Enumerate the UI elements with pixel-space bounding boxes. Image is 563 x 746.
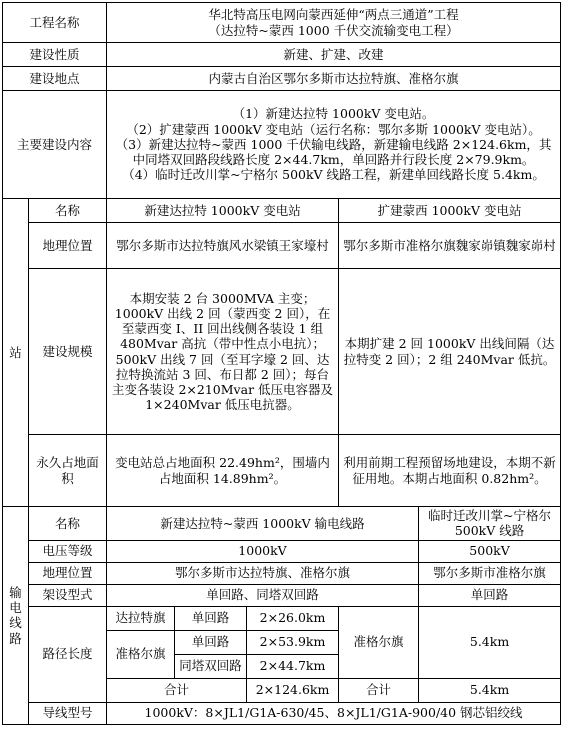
- route-a-total-len: 2×124.6km: [247, 678, 339, 702]
- route-b-len: 5.4km: [419, 606, 561, 678]
- line-geo-b: 鄂尔多斯市准格尔旗: [419, 562, 561, 584]
- station-land-label: 永久占地面积: [29, 435, 107, 507]
- line-conductor-value: 1000kV：8×JL1/G1A-630/45、8×JL1/G1A-900/40 钢芯铝绞线: [107, 702, 561, 724]
- scope-label: 主要建设内容: [3, 91, 107, 199]
- station-scale-a: 本期安装 2 台 3000MVA 主变；1000kV 出线 2 回（蒙西变 2 回），在至蒙西变 I、II 回出线侧各装设 1 组 480Mvar 高抗（带中性点小电抗）；500kV 出线 7 回（至耳字壕 2 回、达拉特换流站 3 回、布日都 2 回）；每台主变各装设 2×210Mvar 低压电容器及 1×240Mvar 低压电抗器。: [107, 269, 339, 435]
- line-erect-a: 单回路、同塔双回路: [107, 584, 419, 606]
- project-title-line2: （达拉特~蒙西 1000 千伏交流输变电工程）: [208, 22, 459, 38]
- route-b-region: 准格尔旗: [339, 606, 419, 678]
- row-station-name: [3, 199, 561, 223]
- station-geo-label: 地理位置: [29, 223, 107, 269]
- route-dalate-type: 单回路: [175, 606, 247, 630]
- project-name-label: 工程名称: [3, 3, 107, 43]
- nature-label: 建设性质: [3, 43, 107, 67]
- scope-item-1: （1）新建达拉特 1000kV 变电站。: [232, 106, 435, 122]
- station-geo-b: 鄂尔多斯市准格尔旗魏家峁镇魏家峁村: [339, 223, 561, 269]
- station-scale-label: 建设规模: [29, 269, 107, 435]
- row-line-conductor: [3, 702, 561, 724]
- nature-value: 新建、扩建、改建: [107, 43, 561, 67]
- line-name-b: 临时迁改川掌~宁格尔 500kV 线路: [419, 507, 561, 541]
- route-dalate-len: 2×26.0km: [247, 606, 339, 630]
- station-group-label: 站: [3, 199, 29, 507]
- row-project-name: [3, 3, 561, 43]
- line-erect-label: 架设型式: [29, 584, 107, 606]
- station-geo-a: 鄂尔多斯市达拉特旗风水梁镇王家壕村: [107, 223, 339, 269]
- line-voltage-a: 1000kV: [107, 540, 419, 562]
- row-station-scale: [3, 269, 561, 435]
- row-line-name: [3, 507, 561, 541]
- scope-item-4: （4）临时迁改川掌~宁格尔 500kV 线路工程，新建单回线路长度 5.4km。: [122, 167, 545, 183]
- line-group-label: 输电线路: [3, 507, 29, 725]
- row-station-geo: [3, 223, 561, 269]
- scope-item-3: （3）新建达拉特~蒙西 1000 千伏输电线路，新建输电线路 2×124.6km，其中同塔双回路段线路长度 2×44.7km，单回路并行段长度 2×79.9km。: [115, 136, 552, 168]
- line-voltage-b: 500kV: [419, 540, 561, 562]
- station-name-b: 扩建蒙西 1000kV 变电站: [339, 199, 561, 223]
- line-conductor-label: 导线型号: [29, 702, 107, 724]
- route-zg-len-2: 2×44.7km: [247, 654, 339, 678]
- route-zg-len-1: 2×53.9km: [247, 630, 339, 654]
- line-erect-b: 单回路: [419, 584, 561, 606]
- route-a-total-label: 合计: [107, 678, 247, 702]
- station-scale-b: 本期扩建 2 回 1000kV 出线间隔（达拉特变 2 回）；2 组 240Mvar 低抗。: [339, 269, 561, 435]
- line-route-label: 路径长度: [29, 606, 107, 702]
- route-zhungeer-label: 准格尔旗: [107, 630, 175, 678]
- line-name-label: 名称: [29, 507, 107, 541]
- station-name-a: 新建达拉特 1000kV 变电站: [107, 199, 339, 223]
- scope-value: [107, 91, 561, 199]
- row-route-dalate: [3, 606, 561, 630]
- row-station-land: [3, 435, 561, 507]
- project-title-line1: 华北特高压电网向蒙西延伸“两点三通道”工程: [208, 7, 459, 23]
- scope-item-2: （2）扩建蒙西 1000kV 变电站（运行名称：鄂尔多斯 1000kV 变电站）。: [126, 121, 541, 137]
- row-location: [3, 67, 561, 91]
- line-voltage-label: 电压等级: [29, 540, 107, 562]
- project-info-table: [2, 2, 561, 725]
- row-line-voltage: [3, 540, 561, 562]
- project-name-value: [107, 3, 561, 43]
- route-dalate-label: 达拉特旗: [107, 606, 175, 630]
- line-geo-a: 鄂尔多斯市达拉特旗、准格尔旗: [107, 562, 419, 584]
- route-b-total-len: 5.4km: [419, 678, 561, 702]
- line-name-a: 新建达拉特~蒙西 1000kV 输电线路: [107, 507, 419, 541]
- line-geo-label: 地理位置: [29, 562, 107, 584]
- station-name-label: 名称: [29, 199, 107, 223]
- location-label: 建设地点: [3, 67, 107, 91]
- row-line-geo: [3, 562, 561, 584]
- row-scope: [3, 91, 561, 199]
- row-line-erect: [3, 584, 561, 606]
- route-b-total-label: 合计: [339, 678, 419, 702]
- station-land-a: 变电站总占地面积 22.49hm²，围墙内占地面积 14.89hm²。: [107, 435, 339, 507]
- row-nature: [3, 43, 561, 67]
- station-land-b: 利用前期工程预留场地建设，本期不新征用地。本期占地面积 0.82hm²。: [339, 435, 561, 507]
- route-zg-type-1: 单回路: [175, 630, 247, 654]
- location-value: 内蒙古自治区鄂尔多斯市达拉特旗、准格尔旗: [107, 67, 561, 91]
- route-zg-type-2: 同塔双回路: [175, 654, 247, 678]
